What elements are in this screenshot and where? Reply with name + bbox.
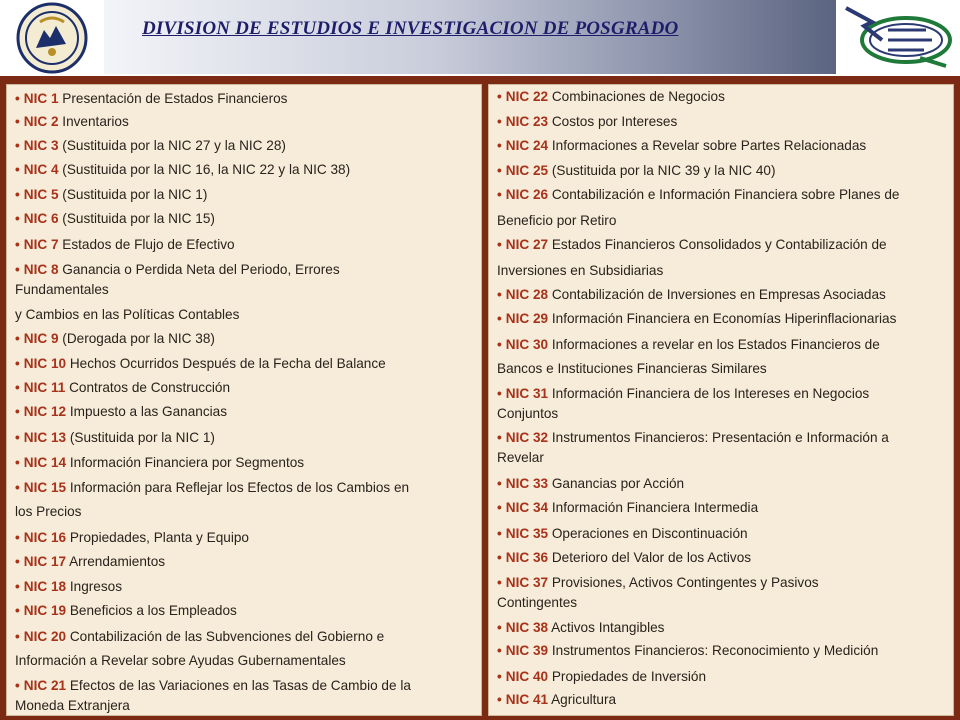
standard-code: NIC 4 — [23, 162, 59, 177]
bullet-icon: • — [497, 643, 502, 658]
bullet-icon: • — [497, 692, 502, 707]
standard-code: NIC 22 — [505, 89, 549, 104]
standard-code: NIC 2 — [23, 114, 59, 129]
bullet-icon: • — [497, 311, 502, 326]
bullet-icon: • — [15, 554, 20, 569]
standard-code: NIC 18 — [23, 579, 67, 594]
fca-logo — [836, 0, 960, 76]
list-item-nic-8 — [15, 262, 340, 278]
standard-code: NIC 16 — [23, 530, 67, 545]
list-item-nic-18 — [15, 579, 122, 595]
list-item-nic-14 — [15, 455, 304, 471]
bullet-icon: • — [15, 356, 20, 371]
standard-title: (Sustituida por la NIC 39 y la NIC 40) — [548, 163, 776, 178]
list-item-nic-21 — [15, 678, 411, 694]
standard-title: Deterioro del Valor de los Activos — [548, 550, 752, 565]
standard-code: NIC 9 — [23, 331, 59, 346]
standard-code: NIC 38 — [505, 620, 549, 635]
list-item-nic-22 — [497, 89, 725, 105]
standard-title: Efectos de las Variaciones en las Tasas de Cambio de la — [66, 678, 411, 693]
page-title: DIVISION DE ESTUDIOS E INVESTIGACION DE POSGRADO — [142, 18, 679, 39]
standard-title: Hechos Ocurridos Después de la Fecha del Balance — [66, 356, 386, 371]
standard-title: Información Financiera Intermedia — [548, 500, 759, 515]
standard-code: NIC 14 — [23, 455, 67, 470]
bullet-icon: • — [15, 262, 20, 277]
standard-code: NIC 10 — [23, 356, 67, 371]
bullet-icon: • — [497, 114, 502, 129]
list-item-nic-10 — [15, 356, 386, 372]
standard-title: Información Financiera de los Intereses en Negocios — [548, 386, 870, 401]
standard-title: Propiedades, Planta y Equipo — [66, 530, 249, 545]
standard-title: (Sustituida por la NIC 16, la NIC 22 y la NIC 38) — [58, 162, 351, 177]
list-item-nic-36 — [497, 550, 751, 566]
standard-title-continuation: y Cambios en las Políticas Contables — [15, 307, 240, 322]
standard-title: (Sustituida por la NIC 1) — [66, 430, 215, 445]
list-item-nic-33 — [497, 476, 684, 492]
list-item-nic-16 — [15, 530, 249, 546]
list-item-nic-32 — [497, 430, 889, 446]
standard-title: Presentación de Estados Financieros — [58, 91, 288, 106]
left-list-panel — [6, 84, 482, 716]
standard-code: NIC 33 — [505, 476, 549, 491]
standard-title: (Sustituida por la NIC 1) — [58, 187, 208, 202]
bullet-icon: • — [15, 678, 20, 693]
standard-code: NIC 28 — [505, 287, 549, 302]
list-item-nic-13 — [15, 430, 215, 446]
bullet-icon: • — [497, 287, 502, 302]
bullet-icon: • — [15, 404, 20, 419]
list-item-nic-20 — [15, 629, 384, 645]
bullet-icon: • — [15, 162, 20, 177]
standard-title: Contratos de Construcción — [65, 380, 231, 395]
list-item-nic-1 — [15, 91, 287, 107]
standard-code: NIC 27 — [505, 237, 549, 252]
standard-title: Información Financiera por Segmentos — [66, 455, 305, 470]
standard-code: NIC 21 — [23, 678, 67, 693]
bullet-icon: • — [15, 603, 20, 618]
list-item-nic-31 — [497, 386, 869, 402]
list-item-nic-25 — [497, 163, 776, 179]
bullet-icon: • — [497, 526, 502, 541]
bullet-icon: • — [15, 114, 20, 129]
standard-title: Ganancias por Acción — [548, 476, 685, 491]
standard-title: Combinaciones de Negocios — [548, 89, 725, 104]
standard-title-continuation: Inversiones en Subsidiarias — [497, 263, 664, 278]
header-banner — [0, 0, 960, 76]
list-item-nic-38 — [497, 620, 664, 636]
standard-title-continuation: Información a Revelar sobre Ayudas Gubernamentales — [15, 653, 346, 668]
list-item-nic-9 — [15, 331, 215, 347]
standard-title: Información Financiera en Economías Hiperinflacionarias — [548, 311, 897, 326]
standard-code: NIC 31 — [505, 386, 549, 401]
bullet-icon: • — [15, 530, 20, 545]
standard-title: Costos por Intereses — [548, 114, 678, 129]
bullet-icon: • — [15, 91, 20, 106]
list-item-nic-3 — [15, 138, 286, 154]
list-item-nic-28 — [497, 287, 886, 303]
list-item-nic-40 — [497, 669, 706, 685]
list-item-nic-2 — [15, 114, 129, 130]
bullet-icon: • — [497, 163, 502, 178]
unam-seal-logo — [0, 0, 104, 76]
bullet-icon: • — [497, 500, 502, 515]
list-item-nic-37 — [497, 575, 819, 591]
list-item-nic-15 — [15, 480, 409, 496]
standard-code: NIC 13 — [23, 430, 67, 445]
bullet-icon: • — [15, 380, 20, 395]
bullet-icon: • — [497, 89, 502, 104]
standard-code: NIC 3 — [23, 138, 59, 153]
standard-title: Información para Reflejar los Efectos de los Cambios en — [66, 480, 410, 495]
standard-code: NIC 7 — [23, 237, 59, 252]
standard-code: NIC 29 — [505, 311, 549, 326]
standard-title: Arrendamientos — [66, 554, 166, 569]
bullet-icon: • — [15, 455, 20, 470]
standard-code: NIC 12 — [23, 404, 67, 419]
standard-title: Contabilización de Inversiones en Empresas Asociadas — [548, 287, 886, 302]
standard-code: NIC 17 — [23, 554, 67, 569]
standard-title: Ganancia o Perdida Neta del Periodo, Errores — [58, 262, 340, 277]
bullet-icon: • — [497, 620, 502, 635]
standard-title: (Derogada por la NIC 38) — [58, 331, 215, 346]
standard-code: NIC 19 — [23, 603, 67, 618]
standard-title: Activos Intangibles — [548, 620, 665, 635]
standard-title-continuation: Revelar — [497, 450, 544, 465]
standard-code: NIC 1 — [23, 91, 59, 106]
standard-title: Operaciones en Discontinuación — [548, 526, 748, 541]
standard-title-continuation: los Precios — [15, 504, 82, 519]
bullet-icon: • — [15, 480, 20, 495]
standard-title: Contabilización e Información Financiera sobre Planes de — [548, 187, 900, 202]
list-item-nic-27 — [497, 237, 887, 253]
bullet-icon: • — [497, 138, 502, 153]
standard-title: Inventarios — [58, 114, 129, 129]
bullet-icon: • — [15, 331, 20, 346]
bullet-icon: • — [497, 337, 502, 352]
standard-code: NIC 23 — [505, 114, 549, 129]
bullet-icon: • — [497, 386, 502, 401]
standard-code: NIC 5 — [23, 187, 59, 202]
list-item-nic-5 — [15, 187, 207, 203]
standard-code: NIC 11 — [23, 380, 66, 395]
bullet-icon: • — [497, 430, 502, 445]
standard-code: NIC 8 — [23, 262, 59, 277]
list-item-nic-19 — [15, 603, 237, 619]
list-item-nic-29 — [497, 311, 896, 327]
bullet-icon: • — [497, 669, 502, 684]
standard-title: Informaciones a revelar en los Estados Financieros de — [548, 337, 880, 352]
bullet-icon: • — [15, 430, 20, 445]
standard-code: NIC 37 — [505, 575, 549, 590]
standard-title: Propiedades de Inversión — [548, 669, 707, 684]
standard-title: Estados de Flujo de Efectivo — [58, 237, 235, 252]
standard-title: Beneficios a los Empleados — [66, 603, 237, 618]
standard-title-continuation: Bancos e Instituciones Financieras Similares — [497, 361, 767, 376]
list-item-nic-34 — [497, 500, 758, 516]
standard-code: NIC 24 — [505, 138, 549, 153]
bullet-icon: • — [15, 211, 20, 226]
standard-title: (Sustituida por la NIC 27 y la NIC 28) — [58, 138, 286, 153]
standard-code: NIC 32 — [505, 430, 549, 445]
standard-title: Contabilización de las Subvenciones del Gobierno e — [66, 629, 385, 644]
standard-title: Agricultura — [548, 692, 617, 707]
standard-code: NIC 39 — [505, 643, 549, 658]
standard-code: NIC 35 — [505, 526, 549, 541]
bullet-icon: • — [15, 138, 20, 153]
list-item-nic-41 — [497, 692, 616, 708]
bullet-icon: • — [497, 187, 502, 202]
standard-title-continuation: Fundamentales — [15, 282, 109, 297]
list-item-nic-7 — [15, 237, 235, 253]
standard-title: (Sustituida por la NIC 15) — [58, 211, 215, 226]
bullet-icon: • — [497, 550, 502, 565]
standard-code: NIC 41 — [505, 692, 549, 707]
standard-code: NIC 36 — [505, 550, 549, 565]
list-item-nic-11 — [15, 380, 230, 396]
standard-code: NIC 26 — [505, 187, 549, 202]
list-item-nic-6 — [15, 211, 215, 227]
bullet-icon: • — [497, 476, 502, 491]
standard-title: Estados Financieros Consolidados y Contabilización de — [548, 237, 887, 252]
list-item-nic-26 — [497, 187, 899, 203]
standard-title: Instrumentos Financieros: Reconocimiento y Medición — [548, 643, 879, 658]
list-item-nic-39 — [497, 643, 878, 659]
standard-title-continuation: Moneda Extranjera — [15, 698, 130, 713]
bullet-icon: • — [497, 575, 502, 590]
standard-code: NIC 40 — [505, 669, 549, 684]
bullet-icon: • — [15, 237, 20, 252]
bullet-icon: • — [15, 187, 20, 202]
list-item-nic-4 — [15, 162, 350, 178]
standard-title: Ingresos — [66, 579, 122, 594]
standard-title-continuation: Conjuntos — [497, 406, 559, 421]
standard-title: Provisiones, Activos Contingentes y Pasivos — [548, 575, 819, 590]
list-item-nic-17 — [15, 554, 165, 570]
standard-title-continuation: Contingentes — [497, 595, 578, 610]
bullet-icon: • — [497, 237, 502, 252]
standard-code: NIC 15 — [23, 480, 67, 495]
list-item-nic-24 — [497, 138, 866, 154]
list-item-nic-30 — [497, 337, 880, 353]
right-list-panel — [488, 84, 954, 716]
list-item-nic-23 — [497, 114, 677, 130]
standard-title-continuation: Beneficio por Retiro — [497, 213, 617, 228]
list-item-nic-35 — [497, 526, 748, 542]
standard-code: NIC 6 — [23, 211, 59, 226]
standard-code: NIC 34 — [505, 500, 549, 515]
list-item-nic-12 — [15, 404, 227, 420]
standard-code: NIC 25 — [505, 163, 549, 178]
bullet-icon: • — [15, 579, 20, 594]
standard-title: Informaciones a Revelar sobre Partes Relacionadas — [548, 138, 867, 153]
standard-title: Impuesto a las Ganancias — [66, 404, 228, 419]
standard-code: NIC 20 — [23, 629, 67, 644]
bullet-icon: • — [15, 629, 20, 644]
standard-code: NIC 30 — [505, 337, 549, 352]
standard-title: Instrumentos Financieros: Presentación e Información a — [548, 430, 889, 445]
